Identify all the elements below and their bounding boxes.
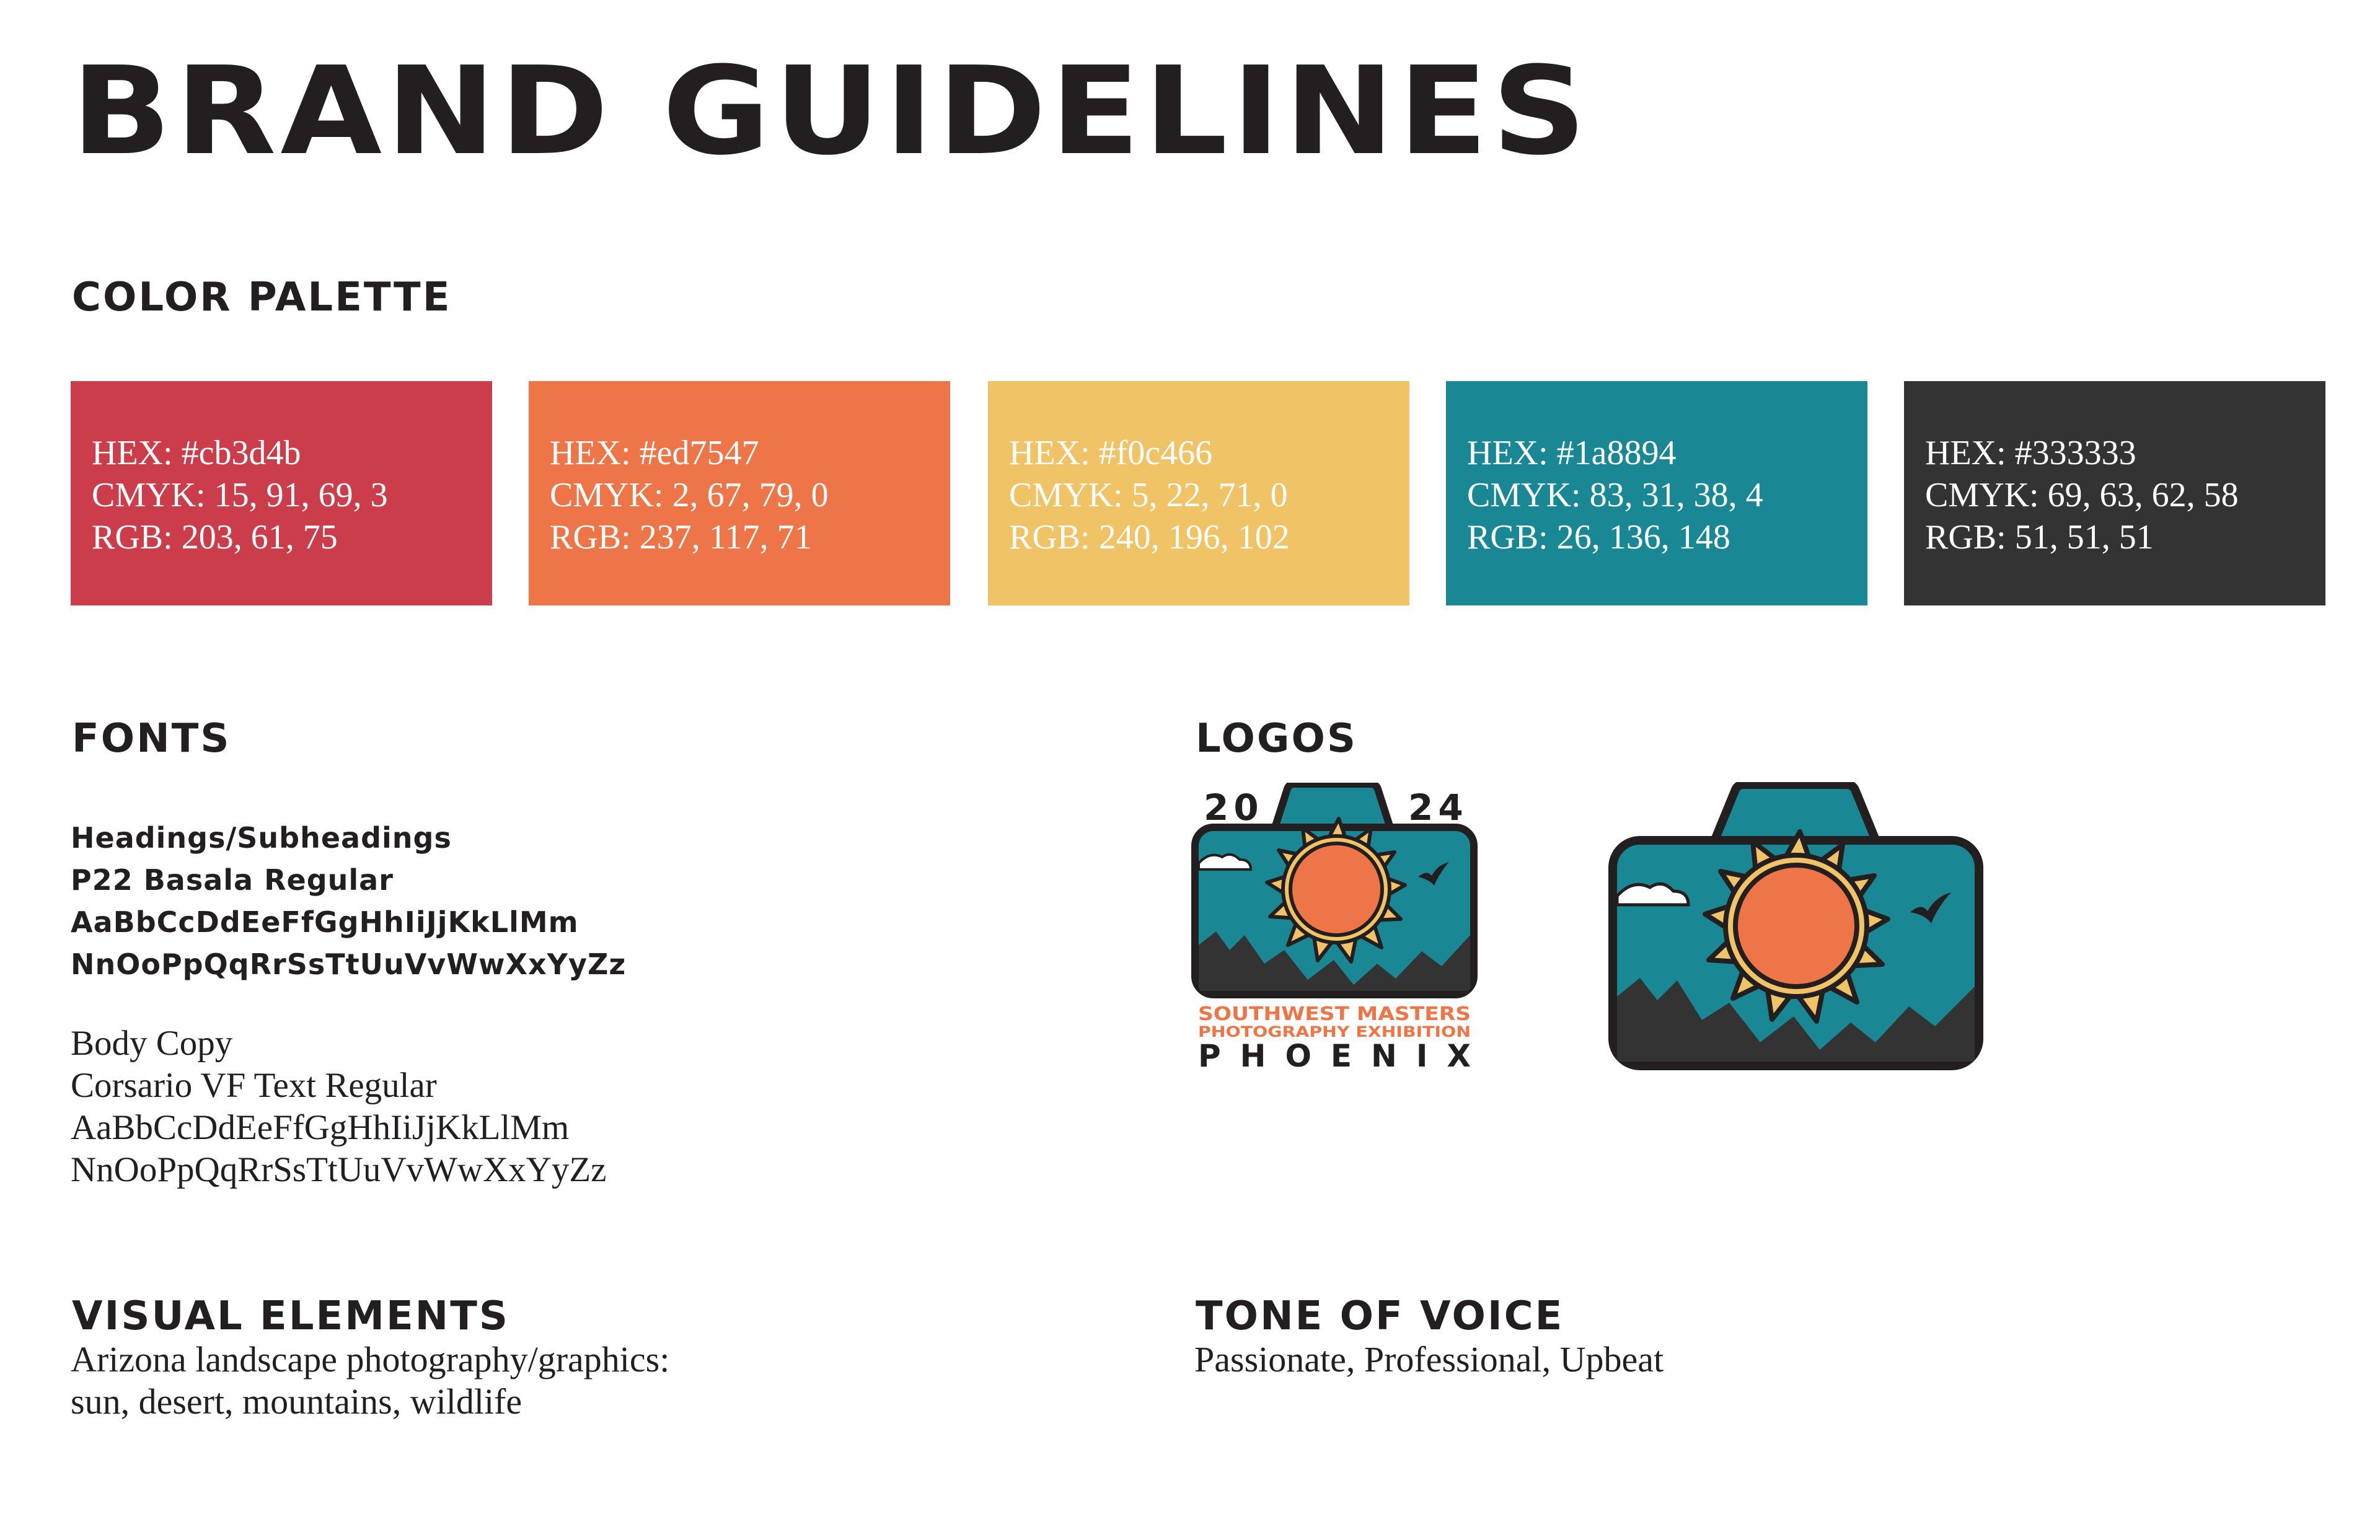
swatch-rgb: RGB: 240, 196, 102 — [1009, 518, 1290, 557]
swatch-rgb: RGB: 237, 117, 71 — [550, 518, 812, 557]
primary-logo — [1191, 783, 1478, 1071]
swatch-hex: HEX: #ed7547 — [550, 434, 759, 472]
color-swatch-yellow — [988, 381, 1409, 605]
logo-line-1-text: SOUTHWEST MASTERS — [1198, 1003, 1471, 1025]
year-left-text: 20 — [1204, 786, 1264, 829]
body-font-specimen — [71, 1023, 606, 1191]
visual-elements-line-2: sun, desert, mountains, wildlife — [71, 1381, 522, 1422]
visual-elements-heading: VISUAL ELEMENTS — [72, 1293, 509, 1339]
heading-font-label: Headings/Subheadings — [71, 821, 452, 855]
heading-font-specimen — [71, 817, 626, 985]
tone-of-voice-heading: TONE OF VOICE — [1196, 1293, 1564, 1339]
color-swatch-red — [71, 381, 492, 605]
color-swatch-orange — [529, 381, 950, 605]
swatch-rgb: RGB: 26, 136, 148 — [1467, 518, 1730, 557]
body-font-sample-2: NnOoPpQqRrSsTtUuVvWwXxYyZz — [71, 1150, 607, 1189]
color-swatch-teal — [1446, 381, 1867, 605]
body-font-label: Body Copy — [71, 1024, 233, 1063]
logos-heading: LOGOS — [1196, 716, 1357, 762]
swatch-cmyk: CMYK: 15, 91, 69, 3 — [92, 476, 388, 514]
swatch-cmyk: CMYK: 69, 63, 62, 58 — [1925, 476, 2239, 514]
logo-line-2-text: PHOTOGRAPHY EXHIBITION — [1198, 1023, 1471, 1041]
year-right-text: 24 — [1408, 786, 1468, 829]
heading-font-sample-2: NnOoPpQqRrSsTtUuVvWwXxYyZz — [71, 948, 627, 981]
swatch-rgb: RGB: 51, 51, 51 — [1925, 518, 2154, 557]
heading-font-name: P22 Basala Regular — [71, 863, 394, 897]
swatch-cmyk: CMYK: 5, 22, 71, 0 — [1009, 476, 1288, 514]
camera-logo-mark — [1608, 782, 1984, 1071]
swatch-rgb: RGB: 203, 61, 75 — [92, 518, 338, 557]
color-swatch-dark — [1904, 381, 2325, 605]
visual-elements-text — [71, 1339, 669, 1423]
swatch-hex: HEX: #1a8894 — [1467, 434, 1677, 472]
logo-city-text: PHOENIX — [1198, 1038, 1471, 1071]
sun-icon — [1290, 843, 1382, 935]
body-font-sample-1: AaBbCcDdEeFfGgHhIiJjKkLlMm — [71, 1108, 570, 1147]
swatch-hex: HEX: #cb3d4b — [92, 434, 301, 472]
fonts-heading: FONTS — [72, 716, 231, 762]
sun-icon — [1735, 865, 1857, 987]
heading-font-sample-1: AaBbCcDdEeFfGgHhIiJjKkLlMm — [71, 905, 579, 939]
swatch-cmyk: CMYK: 2, 67, 79, 0 — [550, 476, 829, 514]
swatch-hex: HEX: #333333 — [1925, 434, 2136, 472]
body-font-name: Corsario VF Text Regular — [71, 1066, 437, 1105]
swatch-hex: HEX: #f0c466 — [1009, 434, 1213, 472]
color-palette-heading: COLOR PALETTE — [72, 275, 452, 320]
visual-elements-line-1: Arizona landscape photography/graphics: — [71, 1339, 670, 1379]
tone-of-voice-text: Passionate, Professional, Upbeat — [1194, 1339, 1664, 1379]
page-title: BRAND GUIDELINES — [71, 41, 1590, 182]
swatch-cmyk: CMYK: 83, 31, 38, 4 — [1467, 476, 1763, 514]
